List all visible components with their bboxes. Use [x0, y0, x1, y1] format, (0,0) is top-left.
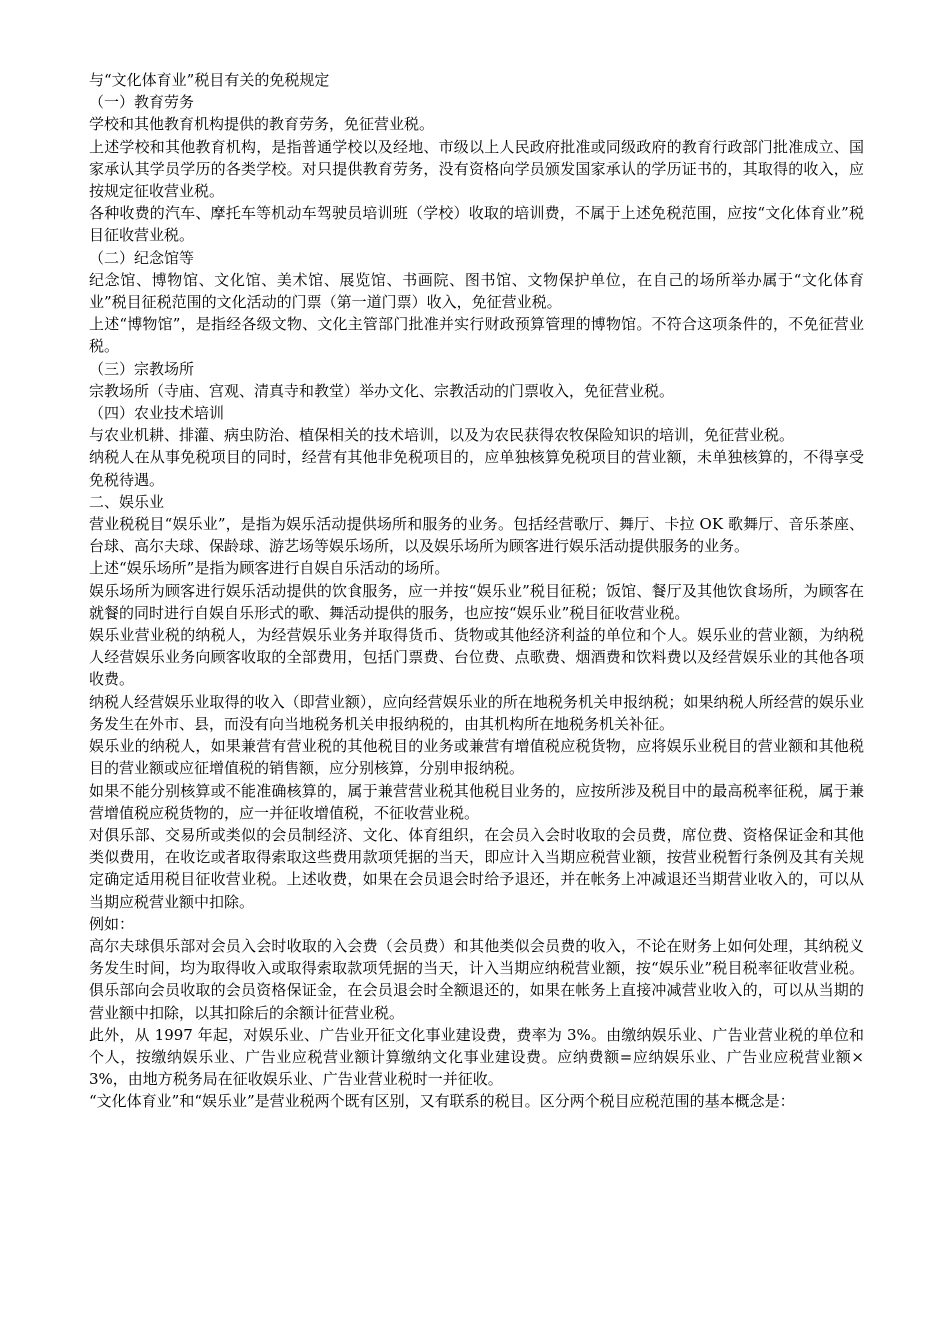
- paragraph: 纪念馆、博物馆、文化馆、美术馆、展览馆、书画院、图书馆、文物保护单位，在自己的场所举办属于“文化体育业”税目征税范围的文化活动的门票（第一道门票）收入，免征营业税。: [89, 270, 864, 312]
- paragraph: 与农业机耕、排灌、病虫防治、植保相关的技术培训，以及为农民获得农牧保险知识的培训，免征营业税。: [89, 426, 795, 445]
- paragraph: 例如：: [89, 914, 135, 933]
- paragraph: 上述“娱乐场所”是指为顾客进行自娱自乐活动的场所。: [89, 559, 450, 578]
- paragraph: 各种收费的汽车、摩托车等机动车驾驶员培训班（学校）收取的培训费，不属于上述免税范围，应按“文化体育业”税目征收营业税。: [89, 204, 864, 245]
- paragraph: 对俱乐部、交易所或类似的会员制经济、文化、体育组织，在会员入会时收取的会员费，席位费、资格保证金和其他类似费用，在收讫或者取得索取这些费用款项凭据的当天，即应计入当期应税营业额，按营业税暂行条例及其有关规定确定适用税目征收营业税。上述收费，如果在会员退会时给予退还，并在帐务上冲减退还当期营业收入的，可以从当期应税营业额中扣除。: [89, 825, 864, 911]
- subsection-heading: （一）教育劳务: [89, 93, 195, 112]
- paragraph: 娱乐业营业税的纳税人，为经营娱乐业务并取得货币、货物或其他经济利益的单位和个人。娱乐业的营业额，为纳税人经营娱乐业务向顾客收取的全部费用，包括门票费、台位费、点歌费、烟酒费和饮料费以及经营娱乐业的其他各项收费。: [89, 626, 864, 689]
- subsection-heading: （四）农业技术培训: [89, 404, 225, 423]
- paragraph: 上述学校和其他教育机构，是指普通学校以及经地、市级以上人民政府批准或同级政府的教育行政部门批准成立、国家承认其学员学历的各类学校。对只提供教育劳务，没有资格向学员颁发国家承认的学历证书的，其取得的收入，应按规定征收营业税。: [89, 137, 864, 201]
- section-heading: 与“文化体育业”税目有关的免税规定: [89, 71, 330, 89]
- paragraph: 高尔夫球俱乐部对会员入会时收取的入会费（会员费）和其他类似会员费的收入，不论在财务上如何处理，其纳税义务发生时间，均为取得收入或取得索取款项凭据的当天，计入当期应纳税营业额，按“娱乐业”税目税率征收营业税。俱乐部向会员收取的会员资格保证金，在会员退会时全额退还的，如果在帐务上直接冲减营业收入的，可以从当期的营业额中扣除，以其扣除后的余额计征营业税。: [89, 936, 864, 1022]
- paragraph: 娱乐场所为顾客进行娱乐活动提供的饮食服务，应一并按“娱乐业”税目征税；饭馆、餐厅及其他饮食场所，为顾客在就餐的同时进行自娱自乐形式的歌、舞活动提供的服务，也应按“娱乐业”税目征收营业税。: [89, 581, 864, 622]
- paragraph: 纳税人在从事免税项目的同时，经营有其他非免税项目的，应单独核算免税项目的营业额，未单独核算的，不得享受免税待遇。: [89, 448, 864, 489]
- paragraph: 上述“博物馆”，是指经各级文物、文化主管部门批准并实行财政预算管理的博物馆。不符合这项条件的，不免征营业税。: [89, 315, 864, 356]
- paragraph: 纳税人经营娱乐业取得的收入（即营业额），应向经营娱乐业的所在地税务机关申报纳税；如果纳税人所经营的娱乐业务发生在外市、县，而没有向当地税务机关申报纳税的，由其机构所在地税务机关补征。: [89, 692, 864, 733]
- subsection-heading: （二）纪念馆等: [89, 248, 195, 267]
- subsection-heading: （三）宗教场所: [89, 359, 195, 378]
- section-heading: 二、娱乐业: [89, 492, 165, 511]
- paragraph: 如果不能分别核算或不能准确核算的，属于兼营营业税其他税目业务的，应按所涉及税目中的最高税率征税，属于兼营增值税应税货物的，应一并征收增值税，不征收营业税。: [89, 781, 864, 822]
- document-body: [89, 69, 864, 1113]
- paragraph: 学校和其他教育机构提供的教育劳务，免征营业税。: [89, 115, 435, 134]
- paragraph: “文化体育业”和“娱乐业”是营业税两个既有区别，又有联系的税目。区分两个税目应税范围的基本概念是：: [89, 1092, 795, 1111]
- paragraph: 此外，从 1997 年起，对娱乐业、广告业开征文化事业建设费，费率为 3%。由缴纳娱乐业、广告业营业税的单位和个人，按缴纳娱乐业、广告业应税营业额计算缴纳文化事业建设费。应纳费额=应纳娱乐业、广告业应税营业额× 3%，由地方税务局在征收娱乐业、广告业营业税时一并征收。: [89, 1025, 864, 1089]
- paragraph: 营业税税目“娱乐业”，是指为娱乐活动提供场所和服务的业务。包括经营歌厅、舞厅、卡拉 OK 歌舞厅、音乐茶座、台球、高尔夫球、保龄球、游艺场等娱乐场所，以及娱乐场所为顾客进行娱乐活动提供服务的业务。: [89, 515, 864, 556]
- paragraph: 娱乐业的纳税人，如果兼营有营业税的其他税目的业务或兼营有增值税应税货物，应将娱乐业税目的营业额和其他税目的营业额或应征增值税的销售额，应分别核算，分别申报纳税。: [89, 737, 864, 778]
- paragraph: 宗教场所（寺庙、宫观、清真寺和教堂）举办文化、宗教活动的门票收入，免征营业税。: [89, 381, 675, 400]
